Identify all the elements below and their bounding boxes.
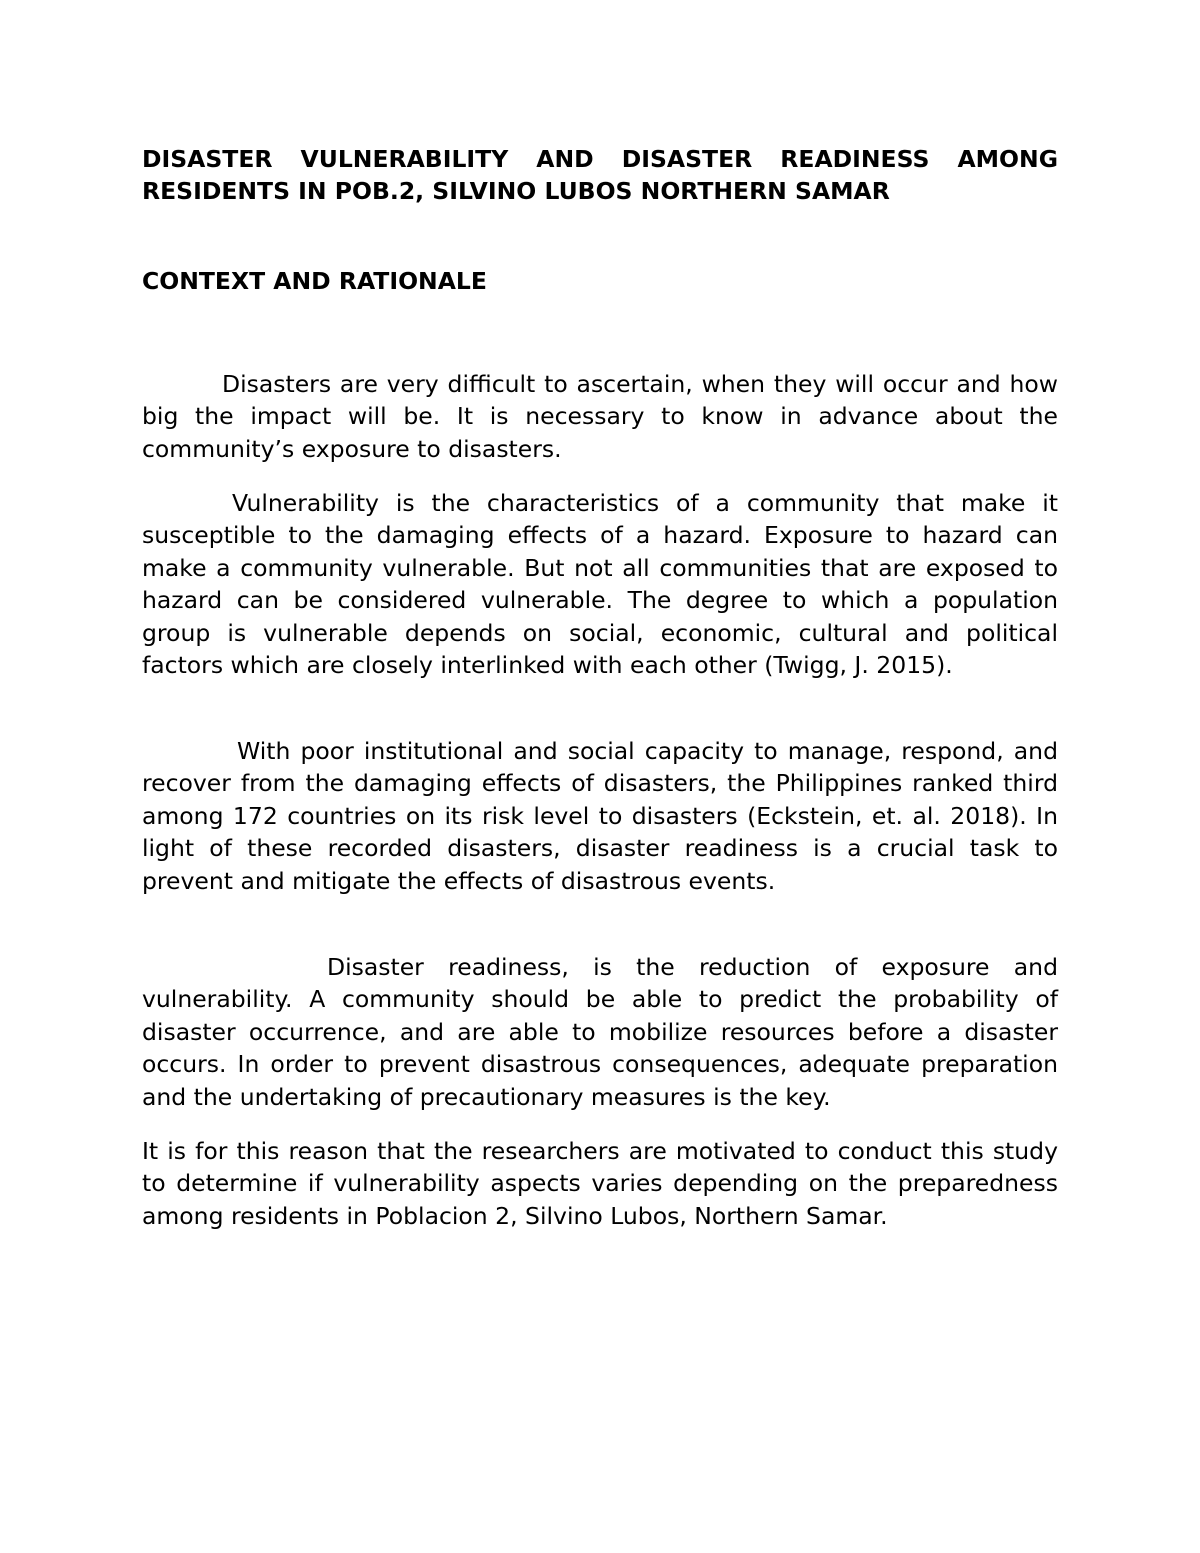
- paragraph: Vulnerability is the characteristics of a community that make it susceptible to the damaging effects of a hazard. Exposure to hazard can make a community vulnerable. But not all communities that are exposed to hazard can be considered vulnerable. The degree to which a population group is vulnerable depends on social, economic, cultural and political factors which are closely interlinked with each other (Twigg, J. 2015).: [142, 489, 1058, 680]
- paragraph: Disasters are very difficult to ascertain, when they will occur and how big the impact will be. It is necessary to know in advance about the community’s exposure to disasters.: [142, 370, 1058, 463]
- section-heading: CONTEXT AND RATIONALE: [142, 267, 487, 295]
- paragraph: It is for this reason that the researchers are motivated to conduct this study to determine if vulnerability aspects varies depending on the preparedness among residents in Poblacion 2, Silvino Lubos, Northern Samar.: [142, 1137, 1058, 1230]
- document-title: DISASTER VULNERABILITY AND DISASTER READINESS AMONG RESIDENTS IN POB.2, SILVINO LUBOS NORTHERN SAMAR: [142, 145, 1058, 205]
- paragraph: Disaster readiness, is the reduction of exposure and vulnerability. A community should be able to predict the probability of disaster occurrence, and are able to mobilize resources before a disaster occurs. In order to prevent disastrous consequences, adequate preparation and the undertaking of precautionary measures is the key.: [142, 953, 1058, 1111]
- paragraph: With poor institutional and social capacity to manage, respond, and recover from the damaging effects of disasters, the Philippines ranked third among 172 countries on its risk level to disasters (Eckstein, et. al. 2018). In light of these recorded disasters, disaster readiness is a crucial task to prevent and mitigate the effects of disastrous events.: [142, 737, 1058, 895]
